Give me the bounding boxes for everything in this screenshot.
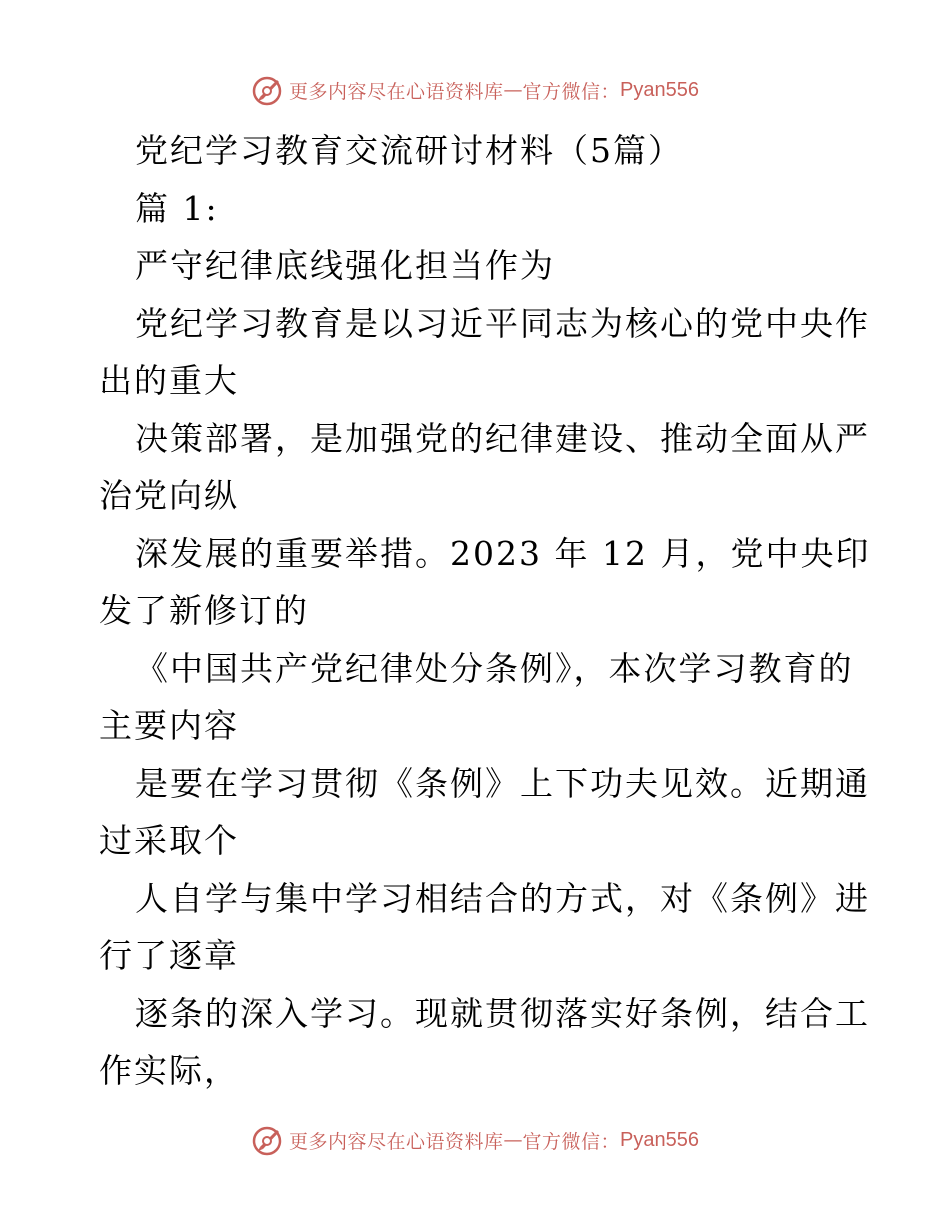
line-segment: 逐条的深入学习。现就贯彻落实好条例，结合工 bbox=[135, 993, 870, 1033]
document-body bbox=[99, 122, 871, 1100]
watermark-text: 更多内容尽在心语资料库 bbox=[289, 80, 504, 103]
section-label: 篇 1: bbox=[135, 188, 219, 228]
watermark-text: 更多内容尽在心语资料库 bbox=[289, 1130, 504, 1153]
watermark-banner-top bbox=[0, 70, 950, 110]
quill-logo-icon bbox=[251, 73, 285, 107]
line-segment: 主要内容 bbox=[99, 706, 239, 745]
line-segment: 是要在学习贯彻《条例》上下功夫见效。近期通 bbox=[135, 763, 870, 803]
paragraph-line bbox=[99, 525, 871, 640]
watermark-separator: — bbox=[503, 1129, 523, 1151]
line-segment: 出的重大 bbox=[99, 361, 239, 400]
line-segment: 深发展的重要举措。2023 年 12 月，党中央印 bbox=[135, 533, 871, 573]
document-title: 党纪学习教育交流研讨材料（5篇） bbox=[135, 131, 683, 170]
paragraph-line bbox=[99, 870, 870, 985]
paragraph-line bbox=[99, 985, 870, 1100]
paragraph-line bbox=[99, 410, 870, 525]
paragraph-line bbox=[99, 755, 870, 870]
watermark-wechat-label: 官方微信： bbox=[522, 80, 621, 103]
quill-logo-icon bbox=[251, 1123, 285, 1157]
watermark-separator: — bbox=[503, 79, 523, 101]
watermark-banner-bottom bbox=[0, 1120, 950, 1160]
line-segment: 决策部署，是加强党的纪律建设、推动全面从严 bbox=[135, 418, 870, 458]
line-segment: 发了新修订的 bbox=[99, 591, 309, 630]
line-segment: 行了逐章 bbox=[99, 936, 239, 975]
line-segment: 《中国共产党纪律处分条例》，本次学习教育的 bbox=[135, 648, 854, 688]
watermark-wechat-id: Pyan556 bbox=[620, 1128, 699, 1151]
line-segment: 过采取个 bbox=[99, 821, 239, 860]
line-segment: 治党向纵 bbox=[99, 476, 239, 515]
watermark-wechat-id: Pyan556 bbox=[620, 78, 699, 101]
section-heading: 严守纪律底线强化担当作为 bbox=[135, 246, 555, 285]
line-segment: 作实际， bbox=[99, 1051, 239, 1090]
line-segment: 党纪学习教育是以习近平同志为核心的党中央作 bbox=[135, 303, 870, 343]
watermark-wechat-label: 官方微信： bbox=[522, 1130, 621, 1153]
line-segment: 人自学与集中学习相结合的方式，对《条例》进 bbox=[135, 878, 870, 918]
paragraph-line bbox=[99, 640, 859, 755]
paragraph-line bbox=[99, 295, 870, 410]
